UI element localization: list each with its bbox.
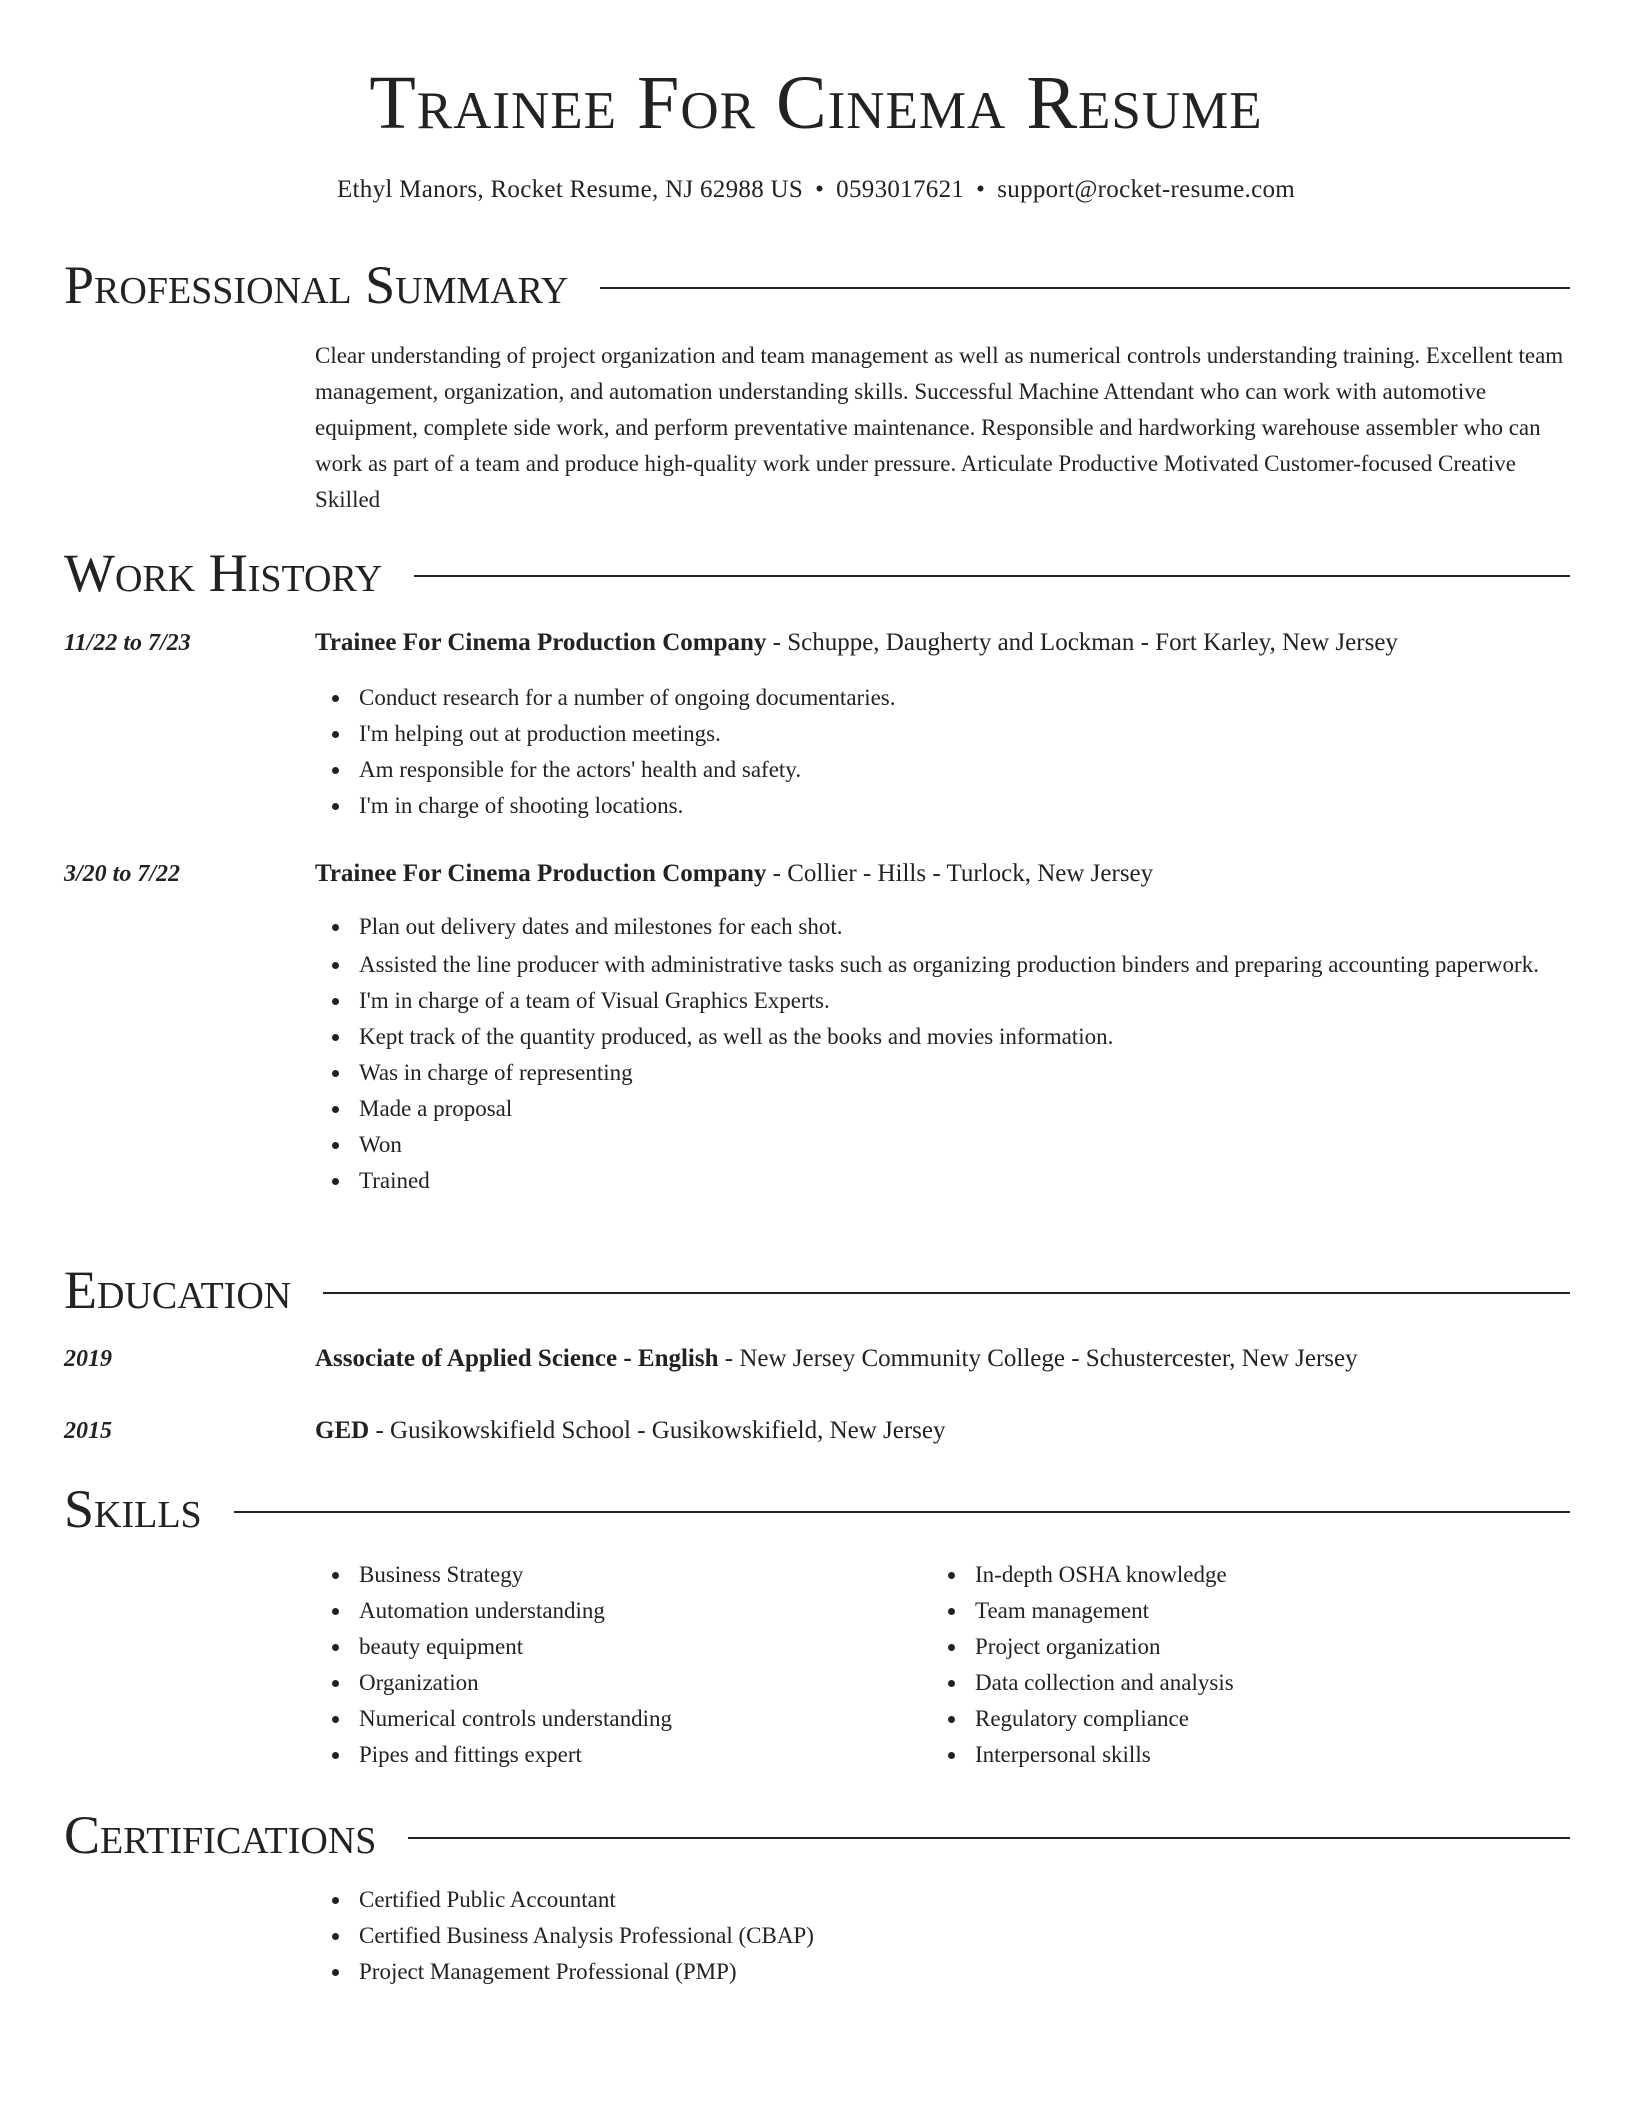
- list-item: Organization: [359, 1665, 959, 1701]
- list-item: I'm in charge of shooting locations.: [359, 788, 1617, 824]
- section-divider: [600, 287, 1570, 289]
- education-degree: GED: [315, 1417, 370, 1444]
- job-bullet-list: [315, 680, 1617, 824]
- summary-section-header: [64, 253, 1570, 317]
- summary-text: Clear understanding of project organization and team management as well as numerical controls understanding training. Excellent team management, organization, and automation understanding skills. Successful Machine Attendant who can work with automotive equipment, complete side work, and perform preventative maintenance. Responsible and hardworking warehouse assembler who can work as part of a team and produce high-quality work under pressure. Articulate Productive Motivated Customer-focused Creative Skilled: [315, 343, 1564, 512]
- education-section-header: [64, 1258, 1570, 1322]
- list-item: Made a proposal: [359, 1091, 1617, 1127]
- section-divider: [408, 1837, 1570, 1839]
- job-heading: [315, 626, 1573, 660]
- skills-list-right: [931, 1557, 1615, 1773]
- section-heading-work: Work History: [64, 543, 383, 603]
- section-divider: [234, 1511, 1570, 1513]
- job-title: Trainee For Cinema Production Company: [315, 629, 767, 656]
- section-heading-certifications: Certifications: [64, 1805, 377, 1865]
- list-item: Was in charge of representing: [359, 1055, 1617, 1091]
- job-details: - Schuppe, Daugherty and Lockman - Fort Karley, New Jersey: [766, 629, 1398, 656]
- list-item: Numerical controls understanding: [359, 1701, 959, 1737]
- contact-address: Ethyl Manors, Rocket Resume, NJ 62988 US: [336, 176, 804, 203]
- job-dates: 3/20 to 7/22: [64, 861, 181, 887]
- contact-separator: •: [976, 176, 986, 203]
- education-entry: [315, 1414, 1573, 1448]
- list-item: Conduct research for a number of ongoing documentaries.: [359, 680, 1617, 716]
- contact-line: [0, 174, 1632, 206]
- list-item: Data collection and analysis: [975, 1665, 1615, 1701]
- resume-title: Trainee For Cinema Resume: [369, 61, 1263, 145]
- list-item: I'm in charge of a team of Visual Graphics Experts.: [359, 983, 1617, 1019]
- list-item: Assisted the line producer with administrative tasks such as organizing production binders and preparing accounting paperwork.: [359, 947, 1617, 983]
- job-details: - Collier - Hills - Turlock, New Jersey: [766, 860, 1154, 887]
- list-item: Plan out delivery dates and milestones for each shot.: [359, 909, 1617, 945]
- work-section-header: [64, 541, 1570, 605]
- list-item: I'm helping out at production meetings.: [359, 716, 1617, 752]
- section-heading-education: Education: [64, 1260, 292, 1320]
- list-item: Trained: [359, 1163, 1617, 1199]
- list-item: Team management: [975, 1593, 1615, 1629]
- list-item: In-depth OSHA knowledge: [975, 1557, 1615, 1593]
- list-item: Regulatory compliance: [975, 1701, 1615, 1737]
- job-title: Trainee For Cinema Production Company: [315, 860, 767, 887]
- list-item: Certified Business Analysis Professional (CBAP): [359, 1918, 1617, 1954]
- job-dates: 11/22 to 7/23: [64, 630, 191, 656]
- list-item: Automation understanding: [359, 1593, 959, 1629]
- education-entry: [315, 1342, 1573, 1376]
- list-item: Interpersonal skills: [975, 1737, 1615, 1773]
- education-year: 2015: [64, 1418, 112, 1444]
- skills-section-header: [64, 1477, 1570, 1541]
- list-item: Kept track of the quantity produced, as well as the books and movies information.: [359, 1019, 1617, 1055]
- section-divider: [323, 1292, 1570, 1294]
- list-item: beauty equipment: [359, 1629, 959, 1665]
- list-item: Am responsible for the actors' health and safety.: [359, 752, 1617, 788]
- list-item: Won: [359, 1127, 1617, 1163]
- contact-email: support@rocket-resume.com: [997, 176, 1296, 203]
- education-degree: Associate of Applied Science - English: [315, 1345, 719, 1372]
- education-details: - New Jersey Community College - Schustercester, New Jersey: [718, 1345, 1358, 1372]
- list-item: Project organization: [975, 1629, 1615, 1665]
- contact-phone: 0593017621: [836, 176, 965, 203]
- education-year: 2019: [64, 1346, 112, 1372]
- job-bullet-list: [315, 909, 1617, 1199]
- certifications-section-header: [64, 1803, 1570, 1867]
- job-heading: [315, 857, 1573, 891]
- list-item: Pipes and fittings expert: [359, 1737, 959, 1773]
- list-item: Certified Public Accountant: [359, 1882, 1617, 1918]
- skills-list-left: [315, 1557, 959, 1773]
- education-details: - Gusikowskifield School - Gusikowskifield, New Jersey: [369, 1417, 946, 1444]
- contact-separator: •: [815, 176, 825, 203]
- list-item: Project Management Professional (PMP): [359, 1954, 1617, 1990]
- list-item: Business Strategy: [359, 1557, 959, 1593]
- section-heading-skills: Skills: [64, 1479, 202, 1539]
- section-divider: [414, 575, 1570, 577]
- certifications-list: [315, 1882, 1617, 1990]
- section-heading-summary: Professional Summary: [64, 255, 569, 315]
